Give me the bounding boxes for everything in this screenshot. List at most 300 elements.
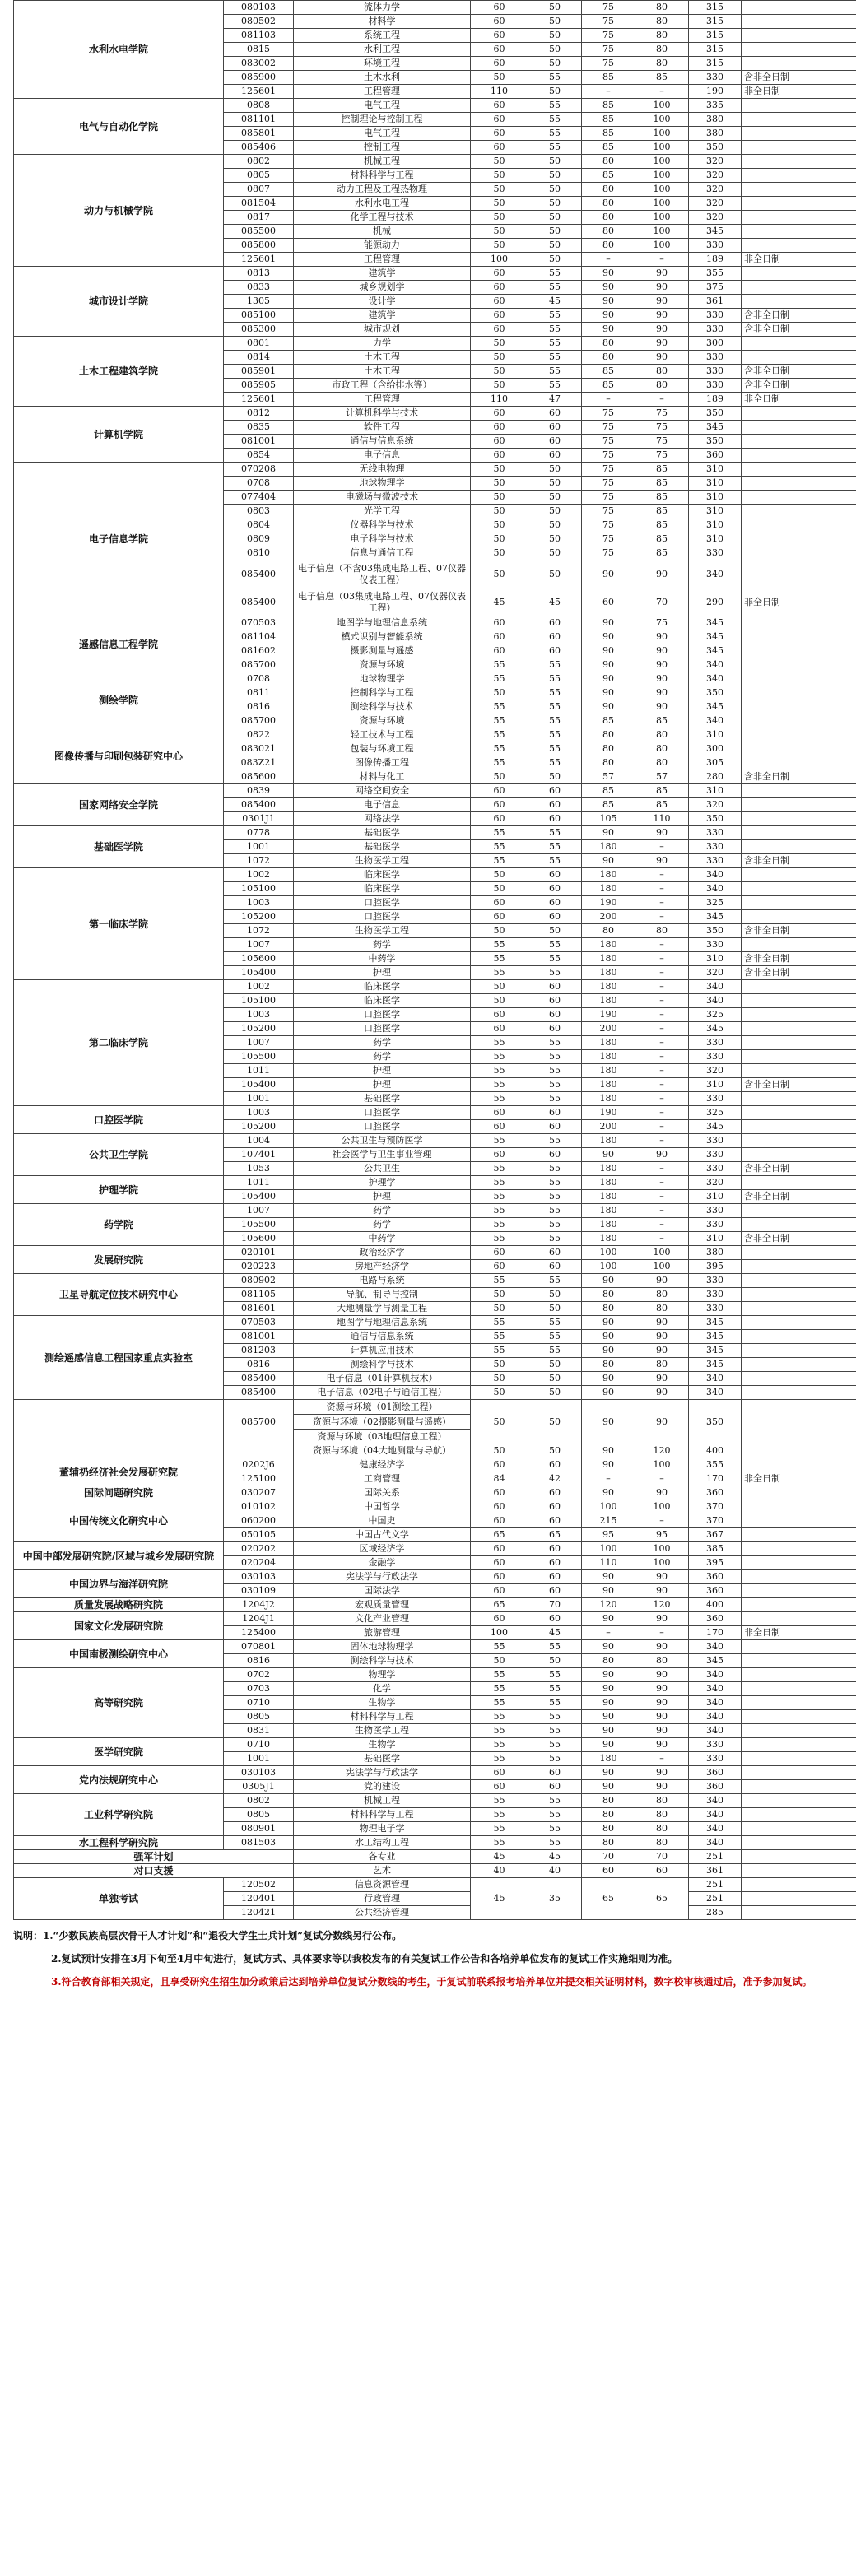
score-a-cell: 55	[471, 966, 528, 980]
score-a-cell: 60	[471, 99, 528, 113]
code-cell: 0815	[224, 43, 294, 57]
score-c-cell: 90	[582, 1148, 635, 1162]
score-a-cell: 50	[471, 1654, 528, 1668]
score-b-cell: 60	[528, 1246, 582, 1260]
score-d-cell: 100	[635, 225, 689, 239]
college-cell: 卫星导航定位技术研究中心	[14, 1274, 224, 1316]
table-row	[14, 463, 856, 477]
score-a-cell: 50	[471, 994, 528, 1008]
score-c-cell: 85	[582, 127, 635, 141]
note-3: 3.符合教育部相关规定，且享受研究生招生加分政策后达到培养单位复试分数线的考生，于复试前联系报考培养单位并提交相关证明材料，数字校审核通过后，准予参加复试。	[51, 1976, 812, 1988]
code-cell: 020223	[224, 1260, 294, 1274]
score-b-cell: 55	[528, 1794, 582, 1808]
code-cell: 105500	[224, 1218, 294, 1232]
score-c-cell: 180	[582, 1078, 635, 1092]
code-cell: 0816	[224, 1654, 294, 1668]
score-c-cell: –	[582, 253, 635, 267]
total-cell: 320	[689, 1176, 742, 1190]
score-c-cell: 90	[582, 630, 635, 644]
score-a-cell: 55	[471, 1316, 528, 1330]
code-cell: 1002	[224, 868, 294, 882]
code-cell: 081001	[224, 1330, 294, 1344]
code-cell: 1204J2	[224, 1598, 294, 1612]
score-d-cell: 90	[635, 267, 689, 281]
total-cell: 310	[689, 463, 742, 477]
note-cell	[742, 1906, 856, 1920]
note-cell: 含非全日制	[742, 379, 856, 393]
total-cell: 345	[689, 630, 742, 644]
code-cell: 085400	[224, 588, 294, 616]
score-b-cell: 60	[528, 407, 582, 421]
total-cell: 340	[689, 658, 742, 672]
major-name-cell: 地球物理学	[294, 672, 471, 686]
score-c-cell: 75	[582, 1, 635, 15]
score-d-cell: 100	[635, 1458, 689, 1472]
code-cell: 120401	[224, 1892, 294, 1906]
code-cell: 0710	[224, 1738, 294, 1752]
major-name-cell: 基础医学	[294, 840, 471, 854]
score-b-cell: 35	[528, 1878, 582, 1920]
score-a-cell: 50	[471, 1288, 528, 1302]
score-a-cell: 65	[471, 1528, 528, 1542]
code-cell: 105100	[224, 994, 294, 1008]
note-cell	[742, 756, 856, 770]
total-cell: 345	[689, 644, 742, 658]
major-name-cell: 通信与信息系统	[294, 1330, 471, 1344]
code-cell: 0805	[224, 169, 294, 183]
score-b-cell: 55	[528, 1162, 582, 1176]
score-a-cell: 65	[471, 1598, 528, 1612]
score-a-cell: 55	[471, 1822, 528, 1836]
college-cell: 高等研究院	[14, 1668, 224, 1738]
table-row	[14, 1176, 856, 1190]
score-b-cell: 60	[528, 1780, 582, 1794]
score-d-cell: –	[635, 1204, 689, 1218]
score-d-cell: 100	[635, 1260, 689, 1274]
score-d-cell: 80	[635, 1654, 689, 1668]
score-c-cell: 80	[582, 183, 635, 197]
score-d-cell: –	[635, 1626, 689, 1640]
major-name-cell: 口腔医学	[294, 1008, 471, 1022]
score-b-cell: 60	[528, 421, 582, 435]
score-c-cell: 75	[582, 463, 635, 477]
score-b-cell: 55	[528, 309, 582, 323]
score-a-cell: 50	[471, 183, 528, 197]
score-d-cell: –	[635, 1190, 689, 1204]
code-cell: 085901	[224, 365, 294, 379]
major-name-cell: 护理学	[294, 1176, 471, 1190]
score-a-cell: 40	[471, 1864, 528, 1878]
score-a-cell: 50	[471, 477, 528, 491]
code-cell: 081601	[224, 1302, 294, 1316]
table-row	[14, 1542, 856, 1556]
major-name-cell: 临床医学	[294, 882, 471, 896]
score-d-cell: 57	[635, 770, 689, 784]
score-d-cell: 70	[635, 588, 689, 616]
score-c-cell: 90	[582, 616, 635, 630]
note-cell	[742, 29, 856, 43]
score-a-cell: 50	[471, 770, 528, 784]
score-b-cell: 55	[528, 281, 582, 295]
total-cell: 330	[689, 1036, 742, 1050]
major-name-cell: 中国古代文学	[294, 1528, 471, 1542]
score-a-cell: 60	[471, 1148, 528, 1162]
total-cell: 320	[689, 966, 742, 980]
score-a-cell: 50	[471, 560, 528, 588]
score-a-cell: 55	[471, 742, 528, 756]
total-cell: 330	[689, 826, 742, 840]
score-b-cell: 60	[528, 1148, 582, 1162]
total-cell: 251	[689, 1892, 742, 1906]
table-row	[14, 1878, 856, 1892]
major-name-cell: 国际关系	[294, 1486, 471, 1500]
score-c-cell: 180	[582, 952, 635, 966]
score-d-cell: 100	[635, 197, 689, 211]
major-name-cell: 测绘科学与技术	[294, 700, 471, 714]
score-b-cell: 60	[528, 1022, 582, 1036]
score-d-cell: –	[635, 1120, 689, 1134]
score-c-cell: 80	[582, 728, 635, 742]
score-c-cell: 60	[582, 1864, 635, 1878]
score-a-cell: 45	[471, 588, 528, 616]
code-cell: 081602	[224, 644, 294, 658]
college-cell: 动力与机械学院	[14, 155, 224, 267]
score-b-cell: 50	[528, 1444, 582, 1458]
major-name-cell: 软件工程	[294, 421, 471, 435]
score-c-cell: –	[582, 393, 635, 407]
major-name-cell: 电气工程	[294, 127, 471, 141]
major-name-cell: 国际法学	[294, 1584, 471, 1598]
code-cell: 0804	[224, 518, 294, 532]
total-cell: 360	[689, 1766, 742, 1780]
score-b-cell: 55	[528, 840, 582, 854]
major-name-cell: 护理	[294, 1078, 471, 1092]
score-b-cell: 55	[528, 1092, 582, 1106]
code-cell: 0805	[224, 1808, 294, 1822]
score-d-cell: –	[635, 1050, 689, 1064]
score-a-cell: 50	[471, 924, 528, 938]
college-cell: 遥感信息工程学院	[14, 616, 224, 672]
code-cell: 0810	[224, 546, 294, 560]
total-cell: 310	[689, 505, 742, 518]
code-cell: 070503	[224, 1316, 294, 1330]
major-name-cell: 电子科学与技术	[294, 532, 471, 546]
major-name-cell: 文化产业管理	[294, 1612, 471, 1626]
score-a-cell: 60	[471, 449, 528, 463]
total-cell: 350	[689, 407, 742, 421]
score-c-cell: 100	[582, 1500, 635, 1514]
code-cell: 0807	[224, 183, 294, 197]
score-c-cell: 80	[582, 1654, 635, 1668]
code-cell: 1003	[224, 1106, 294, 1120]
score-c-cell: 180	[582, 1036, 635, 1050]
total-cell: 340	[689, 1696, 742, 1710]
note-cell	[742, 742, 856, 756]
score-b-cell: 60	[528, 1584, 582, 1598]
score-a-cell: 55	[471, 1710, 528, 1724]
table-row	[14, 1766, 856, 1780]
score-a-cell: 55	[471, 952, 528, 966]
score-b-cell: 60	[528, 1106, 582, 1120]
college-cell: 医学研究院	[14, 1738, 224, 1766]
major-name-cell: 材料与化工	[294, 770, 471, 784]
score-a-cell: 60	[471, 1120, 528, 1134]
score-b-cell: 55	[528, 323, 582, 337]
note-cell	[742, 616, 856, 630]
score-d-cell: 100	[635, 183, 689, 197]
note-cell	[742, 1500, 856, 1514]
score-b-cell: 55	[528, 127, 582, 141]
note-cell	[742, 155, 856, 169]
score-a-cell: 55	[471, 1218, 528, 1232]
total-cell: 330	[689, 1092, 742, 1106]
code-cell: 083Z21	[224, 756, 294, 770]
table-row	[14, 980, 856, 994]
score-b-cell: 55	[528, 728, 582, 742]
score-d-cell: 90	[635, 1486, 689, 1500]
score-b-cell: 60	[528, 994, 582, 1008]
code-cell: 010102	[224, 1500, 294, 1514]
note-cell	[742, 1316, 856, 1330]
score-c-cell: 60	[582, 588, 635, 616]
note-cell: 含非全日制	[742, 309, 856, 323]
score-d-cell: 85	[635, 463, 689, 477]
total-cell: 251	[689, 1850, 742, 1864]
code-cell: 0801	[224, 337, 294, 351]
note-cell	[742, 840, 856, 854]
score-b-cell: 60	[528, 449, 582, 463]
score-d-cell: –	[635, 938, 689, 952]
major-name-cell: 政治经济学	[294, 1246, 471, 1260]
score-c-cell: 90	[582, 1780, 635, 1794]
note-cell	[742, 15, 856, 29]
code-cell: 105400	[224, 1078, 294, 1092]
score-b-cell: 60	[528, 1570, 582, 1584]
score-c-cell: 180	[582, 1204, 635, 1218]
note-cell	[742, 1724, 856, 1738]
note-cell	[742, 1400, 856, 1444]
total-cell: 350	[689, 686, 742, 700]
college-cell: 国家网络安全学院	[14, 784, 224, 826]
score-a-cell: 55	[471, 1274, 528, 1288]
score-b-cell: 50	[528, 1654, 582, 1668]
score-d-cell: 90	[635, 1682, 689, 1696]
score-c-cell: 75	[582, 546, 635, 560]
major-name-cell	[294, 1400, 471, 1444]
score-c-cell: 90	[582, 1640, 635, 1654]
code-cell: 085100	[224, 309, 294, 323]
score-d-cell: 85	[635, 546, 689, 560]
score-a-cell: 55	[471, 1696, 528, 1710]
note-cell	[742, 1766, 856, 1780]
score-d-cell: 80	[635, 1, 689, 15]
code-cell: 030103	[224, 1570, 294, 1584]
score-a-cell: 60	[471, 1106, 528, 1120]
table-row	[14, 868, 856, 882]
score-d-cell: 85	[635, 505, 689, 518]
score-c-cell: 180	[582, 1190, 635, 1204]
code-cell: 060200	[224, 1514, 294, 1528]
score-b-cell: 60	[528, 1556, 582, 1570]
score-d-cell: 80	[635, 29, 689, 43]
table-row	[14, 407, 856, 421]
major-name-cell: 党的建设	[294, 1780, 471, 1794]
score-c-cell: 90	[582, 854, 635, 868]
note-cell	[742, 1008, 856, 1022]
major-name-cell: 药学	[294, 938, 471, 952]
major-name-cell: 水利水电工程	[294, 197, 471, 211]
code-cell: 0817	[224, 211, 294, 225]
total-cell: 340	[689, 1668, 742, 1682]
score-c-cell: 85	[582, 714, 635, 728]
score-d-cell: 90	[635, 644, 689, 658]
major-name-cell: 土木水利	[294, 71, 471, 85]
note-cell	[742, 99, 856, 113]
total-cell: 310	[689, 784, 742, 798]
score-d-cell: 100	[635, 1246, 689, 1260]
score-c-cell: 57	[582, 770, 635, 784]
code-cell: 030207	[224, 1486, 294, 1500]
note-cell	[742, 1696, 856, 1710]
table-row	[14, 337, 856, 351]
code-cell: 1001	[224, 1752, 294, 1766]
score-b-cell: 55	[528, 714, 582, 728]
total-cell: 330	[689, 379, 742, 393]
code-cell: 0839	[224, 784, 294, 798]
score-d-cell: 90	[635, 1640, 689, 1654]
score-c-cell: 180	[582, 1176, 635, 1190]
code-cell: 0305J1	[224, 1780, 294, 1794]
code-cell: 125601	[224, 85, 294, 99]
score-d-cell: 90	[635, 1724, 689, 1738]
note-cell	[742, 868, 856, 882]
total-cell: 360	[689, 1780, 742, 1794]
code-cell: 0301J1	[224, 812, 294, 826]
score-c-cell: 80	[582, 1794, 635, 1808]
score-d-cell: 100	[635, 99, 689, 113]
score-a-cell: 55	[471, 1724, 528, 1738]
note-cell	[742, 1668, 856, 1682]
major-name-cell: 城市规划	[294, 323, 471, 337]
score-a-cell: 50	[471, 351, 528, 365]
score-d-cell: 75	[635, 449, 689, 463]
score-b-cell: 60	[528, 784, 582, 798]
code-cell: 0710	[224, 1696, 294, 1710]
score-c-cell: 90	[582, 1344, 635, 1358]
score-b-cell: 60	[528, 812, 582, 826]
score-a-cell: 50	[471, 1444, 528, 1458]
score-b-cell: 55	[528, 1274, 582, 1288]
note-cell	[742, 728, 856, 742]
score-a-cell: 60	[471, 295, 528, 309]
total-cell: 325	[689, 1008, 742, 1022]
major-name-cell: 公共经济管理	[294, 1906, 471, 1920]
college-cell: 质量发展战略研究院	[14, 1598, 224, 1612]
total-cell: 340	[689, 868, 742, 882]
code-cell: 081504	[224, 197, 294, 211]
major-name-cell: 材料学	[294, 15, 471, 29]
score-a-cell: 50	[471, 980, 528, 994]
major-name-cell: 基础医学	[294, 826, 471, 840]
score-c-cell: 180	[582, 1134, 635, 1148]
total-cell: 189	[689, 253, 742, 267]
score-b-cell: 60	[528, 1120, 582, 1134]
score-a-cell: 50	[471, 532, 528, 546]
score-a-cell: 55	[471, 1330, 528, 1344]
score-b-cell: 50	[528, 1288, 582, 1302]
note-cell	[742, 141, 856, 155]
code-cell: 080901	[224, 1822, 294, 1836]
score-a-cell: 60	[471, 910, 528, 924]
score-d-cell: 120	[635, 1444, 689, 1458]
major-name-cell: 基础医学	[294, 1752, 471, 1766]
total-cell: 370	[689, 1514, 742, 1528]
score-a-cell: 55	[471, 1078, 528, 1092]
major-name-cell: 信息与通信工程	[294, 546, 471, 560]
total-cell: 360	[689, 1584, 742, 1598]
note-cell	[742, 183, 856, 197]
note-cell	[742, 1528, 856, 1542]
score-c-cell: 90	[582, 1458, 635, 1472]
score-d-cell: 90	[635, 323, 689, 337]
score-c-cell: 75	[582, 43, 635, 57]
score-c-cell: 85	[582, 784, 635, 798]
total-cell: 305	[689, 756, 742, 770]
table-row	[14, 1458, 856, 1472]
code-cell: 030109	[224, 1584, 294, 1598]
note-cell	[742, 1878, 856, 1892]
note-cell	[742, 57, 856, 71]
table-row	[14, 1500, 856, 1514]
total-cell: 345	[689, 1022, 742, 1036]
major-name-cell: 设计学	[294, 295, 471, 309]
code-cell: 085500	[224, 225, 294, 239]
major-name-cell: 工程管理	[294, 393, 471, 407]
total-cell: 340	[689, 1372, 742, 1386]
score-b-cell: 60	[528, 1612, 582, 1626]
score-d-cell: 80	[635, 1288, 689, 1302]
major-name-cell: 包装与环境工程	[294, 742, 471, 756]
score-c-cell: 85	[582, 798, 635, 812]
score-b-cell: 60	[528, 1766, 582, 1780]
major-name-cell: 测绘科学与技术	[294, 1358, 471, 1372]
major-name-cell: 工程管理	[294, 253, 471, 267]
score-d-cell: 120	[635, 1598, 689, 1612]
score-d-cell: 90	[635, 1330, 689, 1344]
score-d-cell: –	[635, 1218, 689, 1232]
major-name-cell: 护理	[294, 1064, 471, 1078]
score-b-cell: 45	[528, 1626, 582, 1640]
score-b-cell: 60	[528, 1458, 582, 1472]
major-name-cell: 动力工程及工程热物理	[294, 183, 471, 197]
score-d-cell: –	[635, 910, 689, 924]
note-cell	[742, 1274, 856, 1288]
note-cell	[742, 1092, 856, 1106]
total-cell: 280	[689, 770, 742, 784]
code-cell: 085406	[224, 141, 294, 155]
score-a-cell: 55	[471, 1050, 528, 1064]
total-cell: 330	[689, 840, 742, 854]
score-d-cell: 75	[635, 616, 689, 630]
total-cell: 320	[689, 798, 742, 812]
total-cell: 370	[689, 1500, 742, 1514]
major-name-cell: 电路与系统	[294, 1274, 471, 1288]
score-c-cell: 80	[582, 1288, 635, 1302]
score-b-cell: 55	[528, 1738, 582, 1752]
code-cell: 070503	[224, 616, 294, 630]
score-b-cell: 60	[528, 1542, 582, 1556]
score-c-cell: 80	[582, 225, 635, 239]
